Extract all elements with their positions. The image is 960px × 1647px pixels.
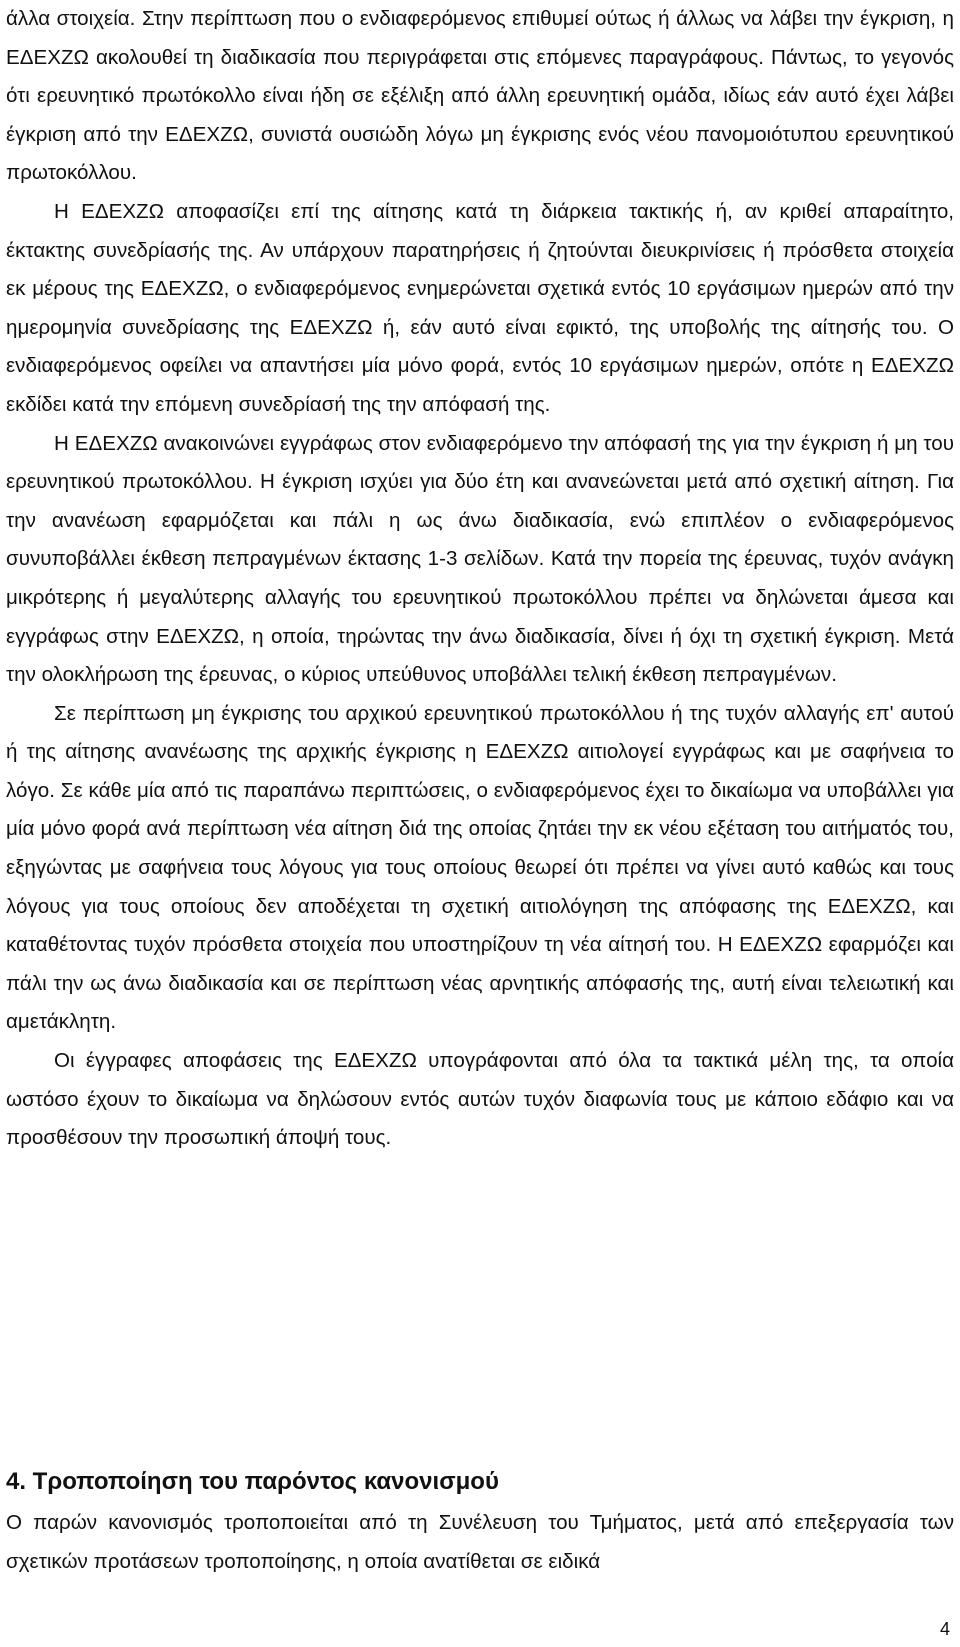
- paragraph-approval-validity: Η ΕΔΕΧΖΩ ανακοινώνει εγγράφως στον ενδιαφερόμενο την απόφασή της για την έγκριση ή μη του ερευνητικού πρωτοκόλλου. Η έγκριση ισχύει για δύο έτη και ανανεώνεται μετά από σχετική αίτηση. Για την ανανέωση εφαρμόζεται και πάλι η ως άνω διαδικασία, ενώ επιπλέον ο ενδιαφερόμενος συνυποβάλλει έκθεση πεπραγμένων έκτασης 1-3 σελίδων. Κατά την πορεία της έρευνας, τυχόν ανάγκη μικρότερης ή μεγαλύτερης αλλαγής του ερευνητικού πρωτοκόλλου πρέπει να δηλώνεται άμεσα και εγγράφως στην ΕΔΕΧΖΩ, η οποία, τηρώντας την άνω διαδικασία, δίνει ή όχι τη σχετική έγκριση. Μετά την ολοκλήρωση της έρευνας, ο κύριος υπεύθυνος υποβάλλει τελική έκθεση πεπραγμένων.: [6, 431, 954, 687]
- page-number: 4: [939, 1619, 950, 1639]
- paragraph-decision-procedure: Η ΕΔΕΧΖΩ αποφασίζει επί της αίτησης κατά τη διάρκεια τακτικής ή, αν κριθεί απαραίτητο, έκτακτης συνεδρίασής της. Αν υπάρχουν παρατηρήσεις ή ζητούνται διευκρινίσεις ή πρόσθετα στοιχεία εκ μέρους της ΕΔΕΧΖΩ, ο ενδιαφερόμενος ενημερώνεται σχετικά εντός 10 εργάσιμων ημερών από την ημερομηνία συνεδρίασης της ΕΔΕΧΖΩ ή, εάν αυτό είναι εφικτό, της υποβολής της αίτησής του. Ο ενδιαφερόμενος οφείλει να απαντήσει μία μόνο φορά, εντός 10 εργάσιμων ημερών, οπότε η ΕΔΕΧΖΩ εκδίδει κατά την επόμενη συνεδρίασή της την απόφασή της.: [6, 199, 954, 416]
- paragraph-rejection-appeal: Σε περίπτωση μη έγκρισης του αρχικού ερευνητικού πρωτοκόλλου ή της τυχόν αλλαγής επ' αυτού ή της αίτησης ανανέωσης της αρχικής έγκρισης η ΕΔΕΧΖΩ αιτιολογεί εγγράφως και με σαφήνεια το λόγο. Σε κάθε μία από τις παραπάνω περιπτώσεις, ο ενδιαφερόμενος έχει το δικαίωμα να υποβάλλει για μία μόνο φορά ανά περίπτωση νέα αίτηση διά της οποίας ζητάει την εκ νέου εξέταση του αιτήματός του, εξηγώντας με σαφήνεια τους λόγους για τους οποίους θεωρεί ότι πρέπει να γίνει αυτό καθώς και τους λόγους για τους οποίους δεν αποδέχεται τη σχετική αιτιολόγηση της απόφασης της ΕΔΕΧΖΩ, και καταθέτοντας τυχόν πρόσθετα στοιχεία που υποστηρίζουν τη νέα αίτησή του. Η ΕΔΕΧΖΩ εφαρμόζει και πάλι την ως άνω διαδικασία και σε περίπτωση νέας αρνητικής απόφασής της, αυτή είναι τελειωτική και αμετάκλητη.: [6, 701, 954, 1034]
- body-text: [6, 0, 954, 1158]
- section-body: [6, 1504, 954, 1581]
- paragraph-signatures: Οι έγγραφες αποφάσεις της ΕΔΕΧΖΩ υπογράφονται από όλα τα τακτικά μέλη της, τα οποία ωστόσο έχουν το δικαίωμα να δηλώσουν εντός αυτών τυχόν διαφωνία τους με κάποιο εδάφιο και να προσθέσουν την προσωπική άποψή τους.: [6, 1049, 954, 1150]
- section-heading: 4. Τροποποίηση του παρόντος κανονισμού: [6, 1468, 499, 1495]
- paragraph-continuation: άλλα στοιχεία. Στην περίπτωση που ο ενδιαφερόμενος επιθυμεί ούτως ή άλλως να λάβει την έγκριση, η ΕΔΕΧΖΩ ακολουθεί τη διαδικασία που περιγράφεται στις επόμενες παραγράφους. Πάντως, το γεγονός ότι ερευνητικό πρωτόκολλο είναι ήδη σε εξέλιξη από άλλη ερευνητική ομάδα, ιδίως εάν αυτό έχει λάβει έγκριση από την ΕΔΕΧΖΩ, συνιστά ουσιώδη λόγω μη έγκρισης ενός νέου πανομοιότυπου ερευνητικού πρωτοκόλλου.: [6, 7, 954, 185]
- section-paragraph: Ο παρών κανονισμός τροποποιείται από τη Συνέλευση του Τμήματος, μετά από επεξεργασία των σχετικών προτάσεων τροποποίησης, η οποία ανατίθεται σε ειδικά: [6, 1511, 954, 1573]
